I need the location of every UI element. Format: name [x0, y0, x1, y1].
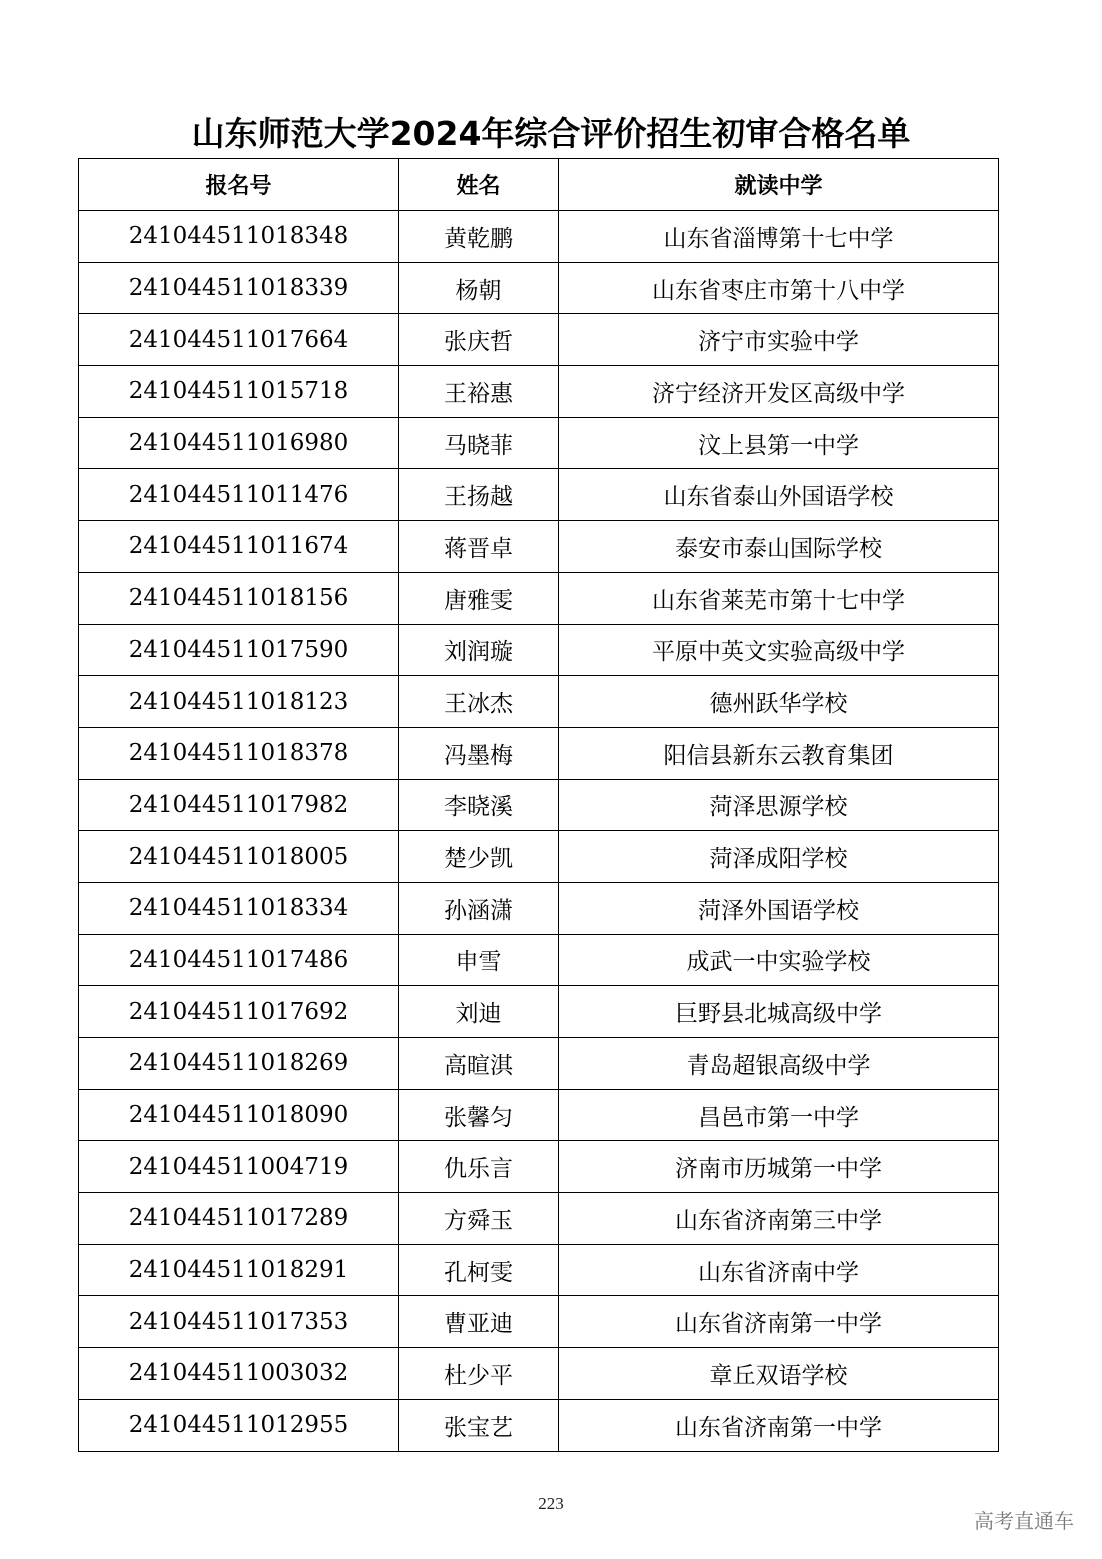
student-name-cell: 冯墨梅 — [399, 727, 559, 779]
student-name-cell: 王冰杰 — [399, 676, 559, 728]
table-row — [79, 211, 999, 263]
registration-number-cell: 241044511018005 — [79, 831, 399, 883]
school-cell: 昌邑市第一中学 — [559, 1089, 999, 1141]
student-name-cell: 刘迪 — [399, 986, 559, 1038]
school-cell: 山东省济南中学 — [559, 1244, 999, 1296]
registration-number-cell: 241044511017692 — [79, 986, 399, 1038]
registration-number-cell: 241044511018339 — [79, 262, 399, 314]
table-row — [79, 1193, 999, 1245]
registration-number-cell: 241044511012955 — [79, 1399, 399, 1451]
registration-number-cell: 241044511017289 — [79, 1193, 399, 1245]
table-header — [79, 159, 999, 211]
student-name-cell: 王扬越 — [399, 469, 559, 521]
student-name-cell: 申雪 — [399, 934, 559, 986]
student-name-cell: 李晓溪 — [399, 779, 559, 831]
registration-number-cell: 241044511011476 — [79, 469, 399, 521]
table-row — [79, 1038, 999, 1090]
registration-number-cell: 241044511018378 — [79, 727, 399, 779]
table-row — [79, 1348, 999, 1400]
student-name-cell: 刘润璇 — [399, 624, 559, 676]
school-cell: 菏泽成阳学校 — [559, 831, 999, 883]
registration-number-cell: 241044511018269 — [79, 1038, 399, 1090]
registration-number-cell: 241044511003032 — [79, 1348, 399, 1400]
table-row — [79, 831, 999, 883]
school-cell: 泰安市泰山国际学校 — [559, 521, 999, 573]
school-cell: 济宁经济开发区高级中学 — [559, 366, 999, 418]
table-row — [79, 1399, 999, 1451]
registration-number-cell: 241044511017486 — [79, 934, 399, 986]
table-row — [79, 572, 999, 624]
student-name-cell: 王裕惠 — [399, 366, 559, 418]
student-name-cell: 杜少平 — [399, 1348, 559, 1400]
school-cell: 成武一中实验学校 — [559, 934, 999, 986]
registration-number-cell: 241044511017353 — [79, 1296, 399, 1348]
table-row — [79, 727, 999, 779]
header-registration-number: 报名号 — [79, 159, 399, 211]
school-cell: 济南市历城第一中学 — [559, 1141, 999, 1193]
school-cell: 汶上县第一中学 — [559, 417, 999, 469]
table-row — [79, 366, 999, 418]
table-row — [79, 676, 999, 728]
table-row — [79, 1141, 999, 1193]
school-cell: 山东省莱芜市第十七中学 — [559, 572, 999, 624]
registration-number-cell: 241044511011674 — [79, 521, 399, 573]
student-name-cell: 曹亚迪 — [399, 1296, 559, 1348]
table-row — [79, 934, 999, 986]
school-cell: 阳信县新东云教育集团 — [559, 727, 999, 779]
table-row — [79, 469, 999, 521]
student-name-cell: 马晓菲 — [399, 417, 559, 469]
school-cell: 巨野县北城高级中学 — [559, 986, 999, 1038]
registration-number-cell: 241044511017590 — [79, 624, 399, 676]
page-title: 山东师范大学2024年综合评价招生初审合格名单 — [191, 114, 911, 153]
registration-number-cell: 241044511018156 — [79, 572, 399, 624]
school-cell: 菏泽思源学校 — [559, 779, 999, 831]
school-cell: 章丘双语学校 — [559, 1348, 999, 1400]
school-cell: 青岛超银高级中学 — [559, 1038, 999, 1090]
registration-number-cell: 241044511018348 — [79, 211, 399, 263]
registration-number-cell: 241044511017664 — [79, 314, 399, 366]
registration-number-cell: 241044511018123 — [79, 676, 399, 728]
table-row — [79, 417, 999, 469]
student-name-cell: 孙涵潇 — [399, 882, 559, 934]
student-name-cell: 高暄淇 — [399, 1038, 559, 1090]
student-name-cell: 张庆哲 — [399, 314, 559, 366]
student-name-cell: 黄乾鹏 — [399, 211, 559, 263]
registration-number-cell: 241044511004719 — [79, 1141, 399, 1193]
table-row — [79, 1296, 999, 1348]
student-name-cell: 楚少凯 — [399, 831, 559, 883]
student-name-cell: 张馨匀 — [399, 1089, 559, 1141]
registration-number-cell: 241044511015718 — [79, 366, 399, 418]
registration-number-cell: 241044511018291 — [79, 1244, 399, 1296]
student-name-cell: 张宝艺 — [399, 1399, 559, 1451]
table-body — [79, 211, 999, 1452]
table-row — [79, 779, 999, 831]
student-name-cell: 唐雅雯 — [399, 572, 559, 624]
table-row — [79, 1089, 999, 1141]
watermark: 高考直通车 — [974, 1509, 1074, 1533]
school-cell: 山东省泰山外国语学校 — [559, 469, 999, 521]
school-cell: 山东省济南第一中学 — [559, 1399, 999, 1451]
registration-number-cell: 241044511018090 — [79, 1089, 399, 1141]
school-cell: 济宁市实验中学 — [559, 314, 999, 366]
student-name-cell: 仇乐言 — [399, 1141, 559, 1193]
student-name-cell: 蒋晋卓 — [399, 521, 559, 573]
registration-number-cell: 241044511018334 — [79, 882, 399, 934]
page-number: 223 — [538, 1494, 564, 1513]
student-name-cell: 杨朝 — [399, 262, 559, 314]
student-name-cell: 孔柯雯 — [399, 1244, 559, 1296]
school-cell: 山东省济南第三中学 — [559, 1193, 999, 1245]
header-school: 就读中学 — [559, 159, 999, 211]
table-row — [79, 882, 999, 934]
registration-number-cell: 241044511017982 — [79, 779, 399, 831]
table-row — [79, 624, 999, 676]
table-row — [79, 262, 999, 314]
table-row — [79, 521, 999, 573]
school-cell: 平原中英文实验高级中学 — [559, 624, 999, 676]
header-name: 姓名 — [399, 159, 559, 211]
table-row — [79, 314, 999, 366]
school-cell: 德州跃华学校 — [559, 676, 999, 728]
admission-list-table — [78, 158, 999, 1452]
school-cell: 山东省济南第一中学 — [559, 1296, 999, 1348]
student-name-cell: 方舜玉 — [399, 1193, 559, 1245]
registration-number-cell: 241044511016980 — [79, 417, 399, 469]
school-cell: 山东省淄博第十七中学 — [559, 211, 999, 263]
table-row — [79, 1244, 999, 1296]
header-row — [79, 159, 999, 211]
table-row — [79, 986, 999, 1038]
school-cell: 菏泽外国语学校 — [559, 882, 999, 934]
school-cell: 山东省枣庄市第十八中学 — [559, 262, 999, 314]
